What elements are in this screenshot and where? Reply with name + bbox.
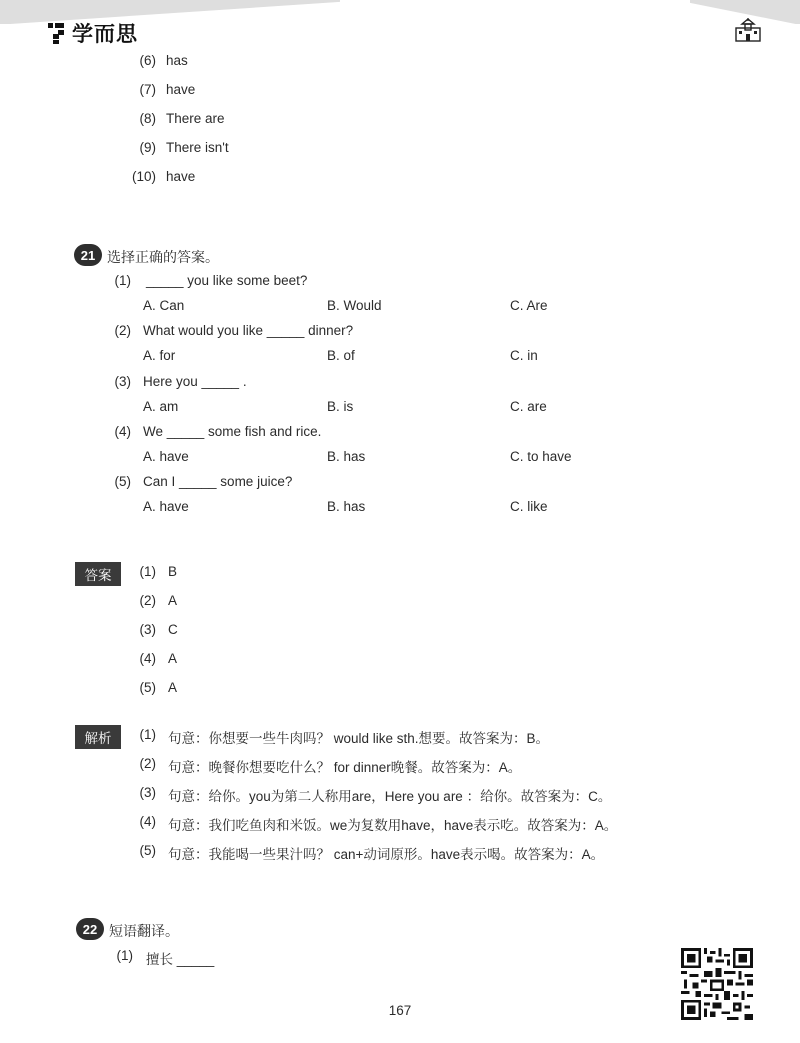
question-title: 短语翻译。 — [109, 923, 179, 939]
option-b: B. has — [327, 449, 366, 464]
analysis-num: (2) — [139, 756, 156, 771]
question-number-badge: 21 — [74, 244, 102, 266]
analysis-text: 句意：给你。you为第二人称用are，Here you are ：给你。故答案为：C。 — [168, 789, 612, 804]
question-item-num: (5) — [114, 474, 131, 489]
option-a: A. am — [143, 399, 179, 414]
option-c: C. are — [510, 399, 547, 414]
option-c: C. to have — [510, 449, 572, 464]
brand-logo — [46, 18, 138, 48]
analysis-num: (4) — [139, 814, 156, 829]
answer-text: B — [168, 564, 178, 579]
question-stem: Can I _____ some juice? — [143, 474, 293, 489]
answer-text: A — [168, 680, 178, 695]
question-item-num: (1) — [114, 273, 131, 288]
option-a: A. Can — [143, 298, 185, 313]
answer-num: (3) — [139, 622, 156, 637]
answer-text: A — [168, 651, 178, 666]
question-stem: Here you _____ . — [143, 374, 247, 389]
analysis-num: (5) — [139, 843, 156, 858]
prev-answer-text: There isn't — [166, 140, 229, 155]
answer-num: (2) — [139, 593, 156, 608]
answer-num: (1) — [139, 564, 156, 579]
prev-answer-text: have — [166, 169, 196, 184]
brand-mark-icon — [46, 22, 66, 44]
option-b: B. has — [327, 499, 366, 514]
answer-text: A — [168, 593, 178, 608]
option-b: B. of — [327, 348, 355, 363]
option-a: A. for — [143, 348, 176, 363]
prev-answer-text: have — [166, 82, 196, 97]
analysis-text: 句意：你想要一些牛肉吗？ would like sth.想要。故答案为：B。 — [168, 731, 550, 746]
prev-answer-text: has — [166, 53, 188, 68]
question-item-num: (4) — [114, 424, 131, 439]
school-building-icon — [734, 18, 762, 42]
analysis-text: 句意：晚餐你想要吃什么？ for dinner晚餐。故答案为：A。 — [168, 760, 522, 775]
question-title: 选择正确的答案。 — [107, 249, 219, 265]
question-item-num: (1) — [116, 948, 133, 963]
question-stem: What would you like _____ dinner? — [143, 323, 354, 338]
prev-answer-num: (7) — [139, 82, 156, 97]
option-a: A. have — [143, 449, 189, 464]
brand-logo-text: 学而思 — [72, 23, 138, 46]
option-b: B. Would — [327, 298, 382, 313]
question-item-num: (2) — [114, 323, 131, 338]
question-stem: 擅长 _____ — [146, 952, 215, 967]
answer-text: C — [168, 622, 178, 637]
answer-tag: 答案 — [75, 562, 121, 586]
prev-answer-num: (10) — [131, 169, 156, 184]
question-item-num: (3) — [114, 374, 131, 389]
analysis-text: 句意：我们吃鱼肉和米饭。we为复数用have，have表示吃。故答案为：A。 — [168, 818, 618, 833]
analysis-num: (1) — [139, 727, 156, 742]
prev-answer-num: (6) — [139, 53, 156, 68]
option-a: A. have — [143, 499, 189, 514]
prev-answer-num: (9) — [139, 140, 156, 155]
answer-num: (5) — [139, 680, 156, 695]
option-b: B. is — [327, 399, 354, 414]
question-stem: We _____ some fish and rice. — [143, 424, 322, 439]
prev-answer-text: There are — [166, 111, 225, 126]
prev-answer-num: (8) — [139, 111, 156, 126]
page-number: 167 — [388, 1003, 412, 1018]
question-stem: _____ you like some beet? — [146, 273, 308, 288]
answer-num: (4) — [139, 651, 156, 666]
question-number-badge: 22 — [76, 918, 104, 940]
analysis-text: 句意：我能喝一些果汁吗？ can+动词原形。have表示喝。故答案为：A。 — [168, 847, 605, 862]
option-c: C. like — [510, 499, 548, 514]
option-c: C. in — [510, 348, 538, 363]
analysis-tag: 解析 — [75, 725, 121, 749]
option-c: C. Are — [510, 298, 548, 313]
analysis-num: (3) — [139, 785, 156, 800]
